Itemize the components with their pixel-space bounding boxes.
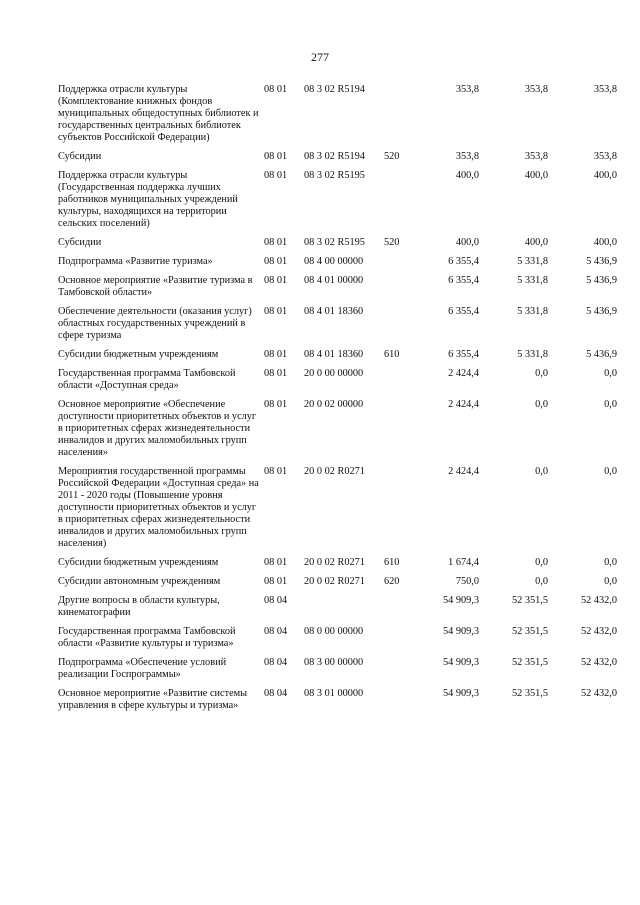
row-name: Государственная программа Тамбовской области «Доступная среда» [58, 368, 236, 391]
row-target-code: 20 0 02 R0271 [304, 576, 365, 587]
row-amount-1: 2 424,4 [448, 399, 479, 410]
row-amount-3: 52 432,0 [580, 657, 617, 668]
table-row [58, 349, 617, 368]
row-amount-2: 5 331,8 [517, 349, 548, 360]
row-amount-3: 5 436,9 [586, 256, 617, 267]
row-expense-type [384, 256, 410, 275]
table-row [58, 84, 617, 151]
row-amount-3: 52 432,0 [580, 595, 617, 606]
row-amount-1: 2 424,4 [448, 368, 479, 379]
row-expense-type [384, 466, 410, 557]
row-amount-1: 400,0 [455, 170, 479, 181]
row-target-code: 20 0 00 00000 [304, 368, 364, 379]
row-target-code: 08 3 02 R5194 [304, 84, 365, 95]
row-amount-1: 353,8 [455, 151, 479, 162]
row-amount-3: 353,8 [593, 151, 617, 162]
table-row [58, 170, 617, 237]
table-row [58, 306, 617, 349]
row-section-code: 08 01 [264, 306, 288, 317]
row-section-code: 08 01 [264, 576, 288, 587]
row-target-code: 08 3 02 R5195 [304, 237, 365, 248]
row-amount-3: 400,0 [593, 237, 617, 248]
row-amount-1: 6 355,4 [448, 256, 479, 267]
row-name: Мероприятия государственной программы Российской Федерации «Доступная среда» на 2011 - 2020 годы (Повышение уровня доступности приоритетных объектов и услуг в приоритетных сферах жизнедеятельности инвалидов и других маломобильных групп населения) [58, 466, 259, 549]
table-row [58, 151, 617, 170]
row-name: Подпрограмма «Обеспечение условий реализации Госпрограммы» [58, 657, 227, 680]
row-target-code: 08 4 01 18360 [304, 349, 364, 360]
row-section-code: 08 01 [264, 256, 288, 267]
table-row [58, 626, 617, 657]
row-name: Обеспечение деятельности (оказания услуг) областных государственных учреждений в сфере туризма [58, 306, 252, 341]
row-target-code: 08 4 01 00000 [304, 275, 364, 286]
row-amount-2: 353,8 [524, 151, 548, 162]
row-amount-3: 0,0 [604, 576, 617, 587]
row-expense-type: 620 [384, 576, 400, 587]
row-section-code: 08 01 [264, 466, 288, 477]
table-row [58, 657, 617, 688]
row-name: Основное мероприятие «Развитие туризма в Тамбовской области» [58, 275, 253, 298]
row-expense-type [384, 399, 410, 466]
table-row [58, 237, 617, 256]
row-expense-type: 610 [384, 557, 400, 568]
row-expense-type: 610 [384, 349, 400, 360]
row-target-code: 08 3 02 R5194 [304, 151, 365, 162]
row-name: Подпрограмма «Развитие туризма» [58, 256, 213, 267]
row-expense-type [384, 688, 410, 719]
row-amount-1: 54 909,3 [442, 688, 479, 699]
row-amount-1: 6 355,4 [448, 306, 479, 317]
row-target-code: 20 0 02 R0271 [304, 466, 365, 477]
row-amount-3: 5 436,9 [586, 275, 617, 286]
row-amount-2: 400,0 [524, 237, 548, 248]
row-amount-1: 353,8 [455, 84, 479, 95]
row-amount-3: 5 436,9 [586, 306, 617, 317]
row-expense-type [384, 84, 410, 151]
row-target-code: 08 3 01 00000 [304, 688, 364, 699]
row-amount-1: 1 674,4 [448, 557, 479, 568]
row-amount-2: 0,0 [535, 466, 548, 477]
row-section-code: 08 01 [264, 349, 288, 360]
row-expense-type [384, 306, 410, 349]
row-target-code: 08 4 01 18360 [304, 306, 364, 317]
table-row [58, 688, 617, 719]
table-row [58, 275, 617, 306]
row-expense-type: 520 [384, 237, 400, 248]
row-expense-type [384, 368, 410, 399]
table-row [58, 466, 617, 557]
row-expense-type [384, 595, 410, 626]
row-name: Субсидии автономным учреждениям [58, 576, 221, 587]
row-amount-1: 54 909,3 [442, 595, 479, 606]
row-expense-type [384, 657, 410, 688]
table-row [58, 595, 617, 626]
row-amount-3: 400,0 [593, 170, 617, 181]
row-section-code: 08 01 [264, 368, 288, 379]
row-target-code: 08 0 00 00000 [304, 626, 364, 637]
row-amount-3: 52 432,0 [580, 626, 617, 637]
row-section-code: 08 04 [264, 688, 288, 699]
row-amount-2: 0,0 [535, 576, 548, 587]
row-amount-2: 5 331,8 [517, 256, 548, 267]
page-number: 277 [311, 50, 329, 64]
row-amount-3: 0,0 [604, 368, 617, 379]
row-amount-2: 353,8 [524, 84, 548, 95]
row-amount-1: 54 909,3 [442, 657, 479, 668]
row-amount-3: 0,0 [604, 399, 617, 410]
row-section-code: 08 04 [264, 626, 288, 637]
row-expense-type [384, 626, 410, 657]
row-section-code: 08 01 [264, 237, 288, 248]
row-amount-1: 6 355,4 [448, 349, 479, 360]
row-name: Другие вопросы в области культуры, кинематографии [58, 595, 220, 618]
table-row [58, 399, 617, 466]
row-section-code: 08 01 [264, 275, 288, 286]
table-row [58, 576, 617, 595]
row-target-code: 08 3 02 R5195 [304, 170, 365, 181]
row-section-code: 08 01 [264, 84, 288, 95]
row-amount-2: 52 351,5 [511, 595, 548, 606]
row-name: Государственная программа Тамбовской области «Развитие культуры и туризма» [58, 626, 236, 649]
row-name: Субсидии бюджетным учреждениям [58, 557, 219, 568]
row-amount-2: 0,0 [535, 399, 548, 410]
row-target-code: 08 3 00 00000 [304, 657, 364, 668]
row-amount-3: 52 432,0 [580, 688, 617, 699]
row-target-code: 08 4 00 00000 [304, 256, 364, 267]
row-target-code [304, 595, 384, 626]
row-target-code: 20 0 02 R0271 [304, 557, 365, 568]
row-amount-3: 0,0 [604, 557, 617, 568]
row-amount-2: 0,0 [535, 368, 548, 379]
row-name: Поддержка отрасли культуры (Государственная поддержка лучших работников муниципальных учреждений культуры, находящихся на территории сельских поселений) [58, 170, 238, 229]
row-name: Основное мероприятие «Обеспечение доступности приоритетных объектов и услуг в приоритетных сферах жизнедеятельности инвалидов и других маломобильных групп населения» [58, 399, 257, 458]
row-section-code: 08 04 [264, 595, 288, 606]
row-name: Субсидии [58, 151, 102, 162]
row-amount-2: 400,0 [524, 170, 548, 181]
row-section-code: 08 01 [264, 170, 288, 181]
row-amount-1: 750,0 [455, 576, 479, 587]
row-name: Поддержка отрасли культуры (Комплектование книжных фондов муниципальных общедоступных библиотек и государственных центральных библиотек субъектов Российской Федерации) [58, 84, 259, 143]
row-amount-1: 54 909,3 [442, 626, 479, 637]
row-amount-2: 52 351,5 [511, 626, 548, 637]
row-section-code: 08 01 [264, 399, 288, 410]
row-expense-type [384, 275, 410, 306]
row-amount-1: 400,0 [455, 237, 479, 248]
budget-table-body [58, 84, 617, 719]
row-amount-1: 6 355,4 [448, 275, 479, 286]
row-amount-3: 0,0 [604, 466, 617, 477]
row-name: Основное мероприятие «Развитие системы управления в сфере культуры и туризма» [58, 688, 248, 711]
row-name: Субсидии [58, 237, 102, 248]
row-amount-1: 2 424,4 [448, 466, 479, 477]
budget-table [58, 84, 617, 719]
row-expense-type [384, 170, 410, 237]
row-amount-2: 5 331,8 [517, 306, 548, 317]
row-name: Субсидии бюджетным учреждениям [58, 349, 219, 360]
row-amount-3: 353,8 [593, 84, 617, 95]
row-amount-2: 0,0 [535, 557, 548, 568]
row-amount-2: 52 351,5 [511, 688, 548, 699]
row-amount-2: 52 351,5 [511, 657, 548, 668]
table-row [58, 256, 617, 275]
table-row [58, 557, 617, 576]
row-amount-3: 5 436,9 [586, 349, 617, 360]
row-section-code: 08 01 [264, 557, 288, 568]
row-expense-type: 520 [384, 151, 400, 162]
row-amount-2: 5 331,8 [517, 275, 548, 286]
row-section-code: 08 01 [264, 151, 288, 162]
row-target-code: 20 0 02 00000 [304, 399, 364, 410]
row-section-code: 08 04 [264, 657, 288, 668]
table-row [58, 368, 617, 399]
